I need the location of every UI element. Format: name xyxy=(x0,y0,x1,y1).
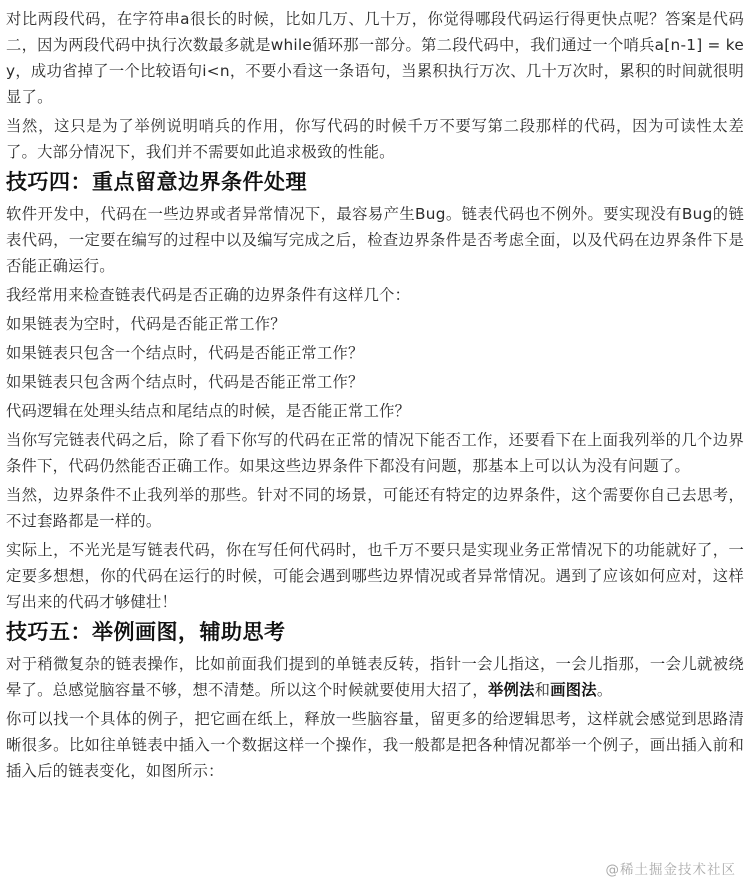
drawing-method-emphasis: 画图法 xyxy=(550,681,597,699)
conjunction-text: 和 xyxy=(534,681,551,699)
boundary-question-empty: 如果链表为空时，代码是否能正常工作？ xyxy=(6,315,286,333)
boundary-question-one-node: 如果链表只包含一个结点时，代码是否能正常工作？ xyxy=(6,344,364,362)
section-4-paragraph-4: 当然，边界条件不止我列举的那些。针对不同的场景，可能还有特定的边界条件，这个需要你自己去思考，不过套路都是一样的。 xyxy=(6,486,744,530)
intro-paragraph-1: 对比两段代码，在字符串a很长的时候，比如几万、几十万，你觉得哪段代码运行得更快点呢？答案是代码二，因为两段代码中执行次数最多就是while循环那一部分。第二段代码中，我们通过一个哨兵a[n-1] = key，成功省掉了一个比较语句i<n，不要小看这一条语句，当累积执行万次、几十万次时，累积的时间就很明显了。 xyxy=(6,10,744,106)
sentence-end: 。 xyxy=(596,681,613,699)
section-5-paragraph-1 xyxy=(6,651,744,703)
section-5-heading: 技巧五：举例画图，辅助思考 xyxy=(6,620,286,644)
section-4-paragraph-2: 我经常用来检查链表代码是否正确的边界条件有这样几个： xyxy=(6,286,411,304)
watermark: @稀土掘金技术社区 xyxy=(605,862,736,878)
boundary-question-two-nodes: 如果链表只包含两个结点时，代码是否能正常工作？ xyxy=(6,373,364,391)
section-5-paragraph-1-text: 对于稍微复杂的链表操作，比如前面我们提到的单链表反转，指针一会儿指这，一会儿指那，一会儿就被绕晕了。总感觉脑容量不够，想不清楚。所以这个时候就要使用大招了， xyxy=(6,655,744,699)
boundary-question-head-tail: 代码逻辑在处理头结点和尾结点的时候，是否能正常工作？ xyxy=(6,402,411,420)
intro-paragraph-2: 当然，这只是为了举例说明哨兵的作用，你写代码的时候千万不要写第二段那样的代码，因为可读性太差了。大部分情况下，我们并不需要如此追求极致的性能。 xyxy=(6,117,744,161)
example-method-emphasis: 举例法 xyxy=(487,681,535,699)
section-5-paragraph-2: 你可以找一个具体的例子，把它画在纸上，释放一些脑容量，留更多的给逻辑思考，这样就会感觉到思路清晰很多。比如往单链表中插入一个数据这样一个操作，我一般都是把各种情况都举一个例子，画出插入前和插入后的链表变化，如图所示： xyxy=(6,710,744,780)
section-4-paragraph-3: 当你写完链表代码之后，除了看下你写的代码在正常的情况下能否工作，还要看下在上面我列举的几个边界条件下，代码仍然能否正确工作。如果这些边界条件下都没有问题，那基本上可以认为没有问题了。 xyxy=(6,431,744,475)
section-4-heading: 技巧四：重点留意边界条件处理 xyxy=(6,170,307,194)
section-4-paragraph-5: 实际上，不光光是写链表代码，你在写任何代码时，也千万不要只是实现业务正常情况下的功能就好了，一定要多想想，你的代码在运行的时候，可能会遇到哪些边界情况或者异常情况。遇到了应该如何应对，这样写出来的代码才够健壮！ xyxy=(6,541,744,611)
section-4-paragraph-1: 软件开发中，代码在一些边界或者异常情况下，最容易产生Bug。链表代码也不例外。要实现没有Bug的链表代码，一定要在编写的过程中以及编写完成之后，检查边界条件是否考虑全面，以及代码在边界条件下是否能正确运行。 xyxy=(6,205,744,275)
